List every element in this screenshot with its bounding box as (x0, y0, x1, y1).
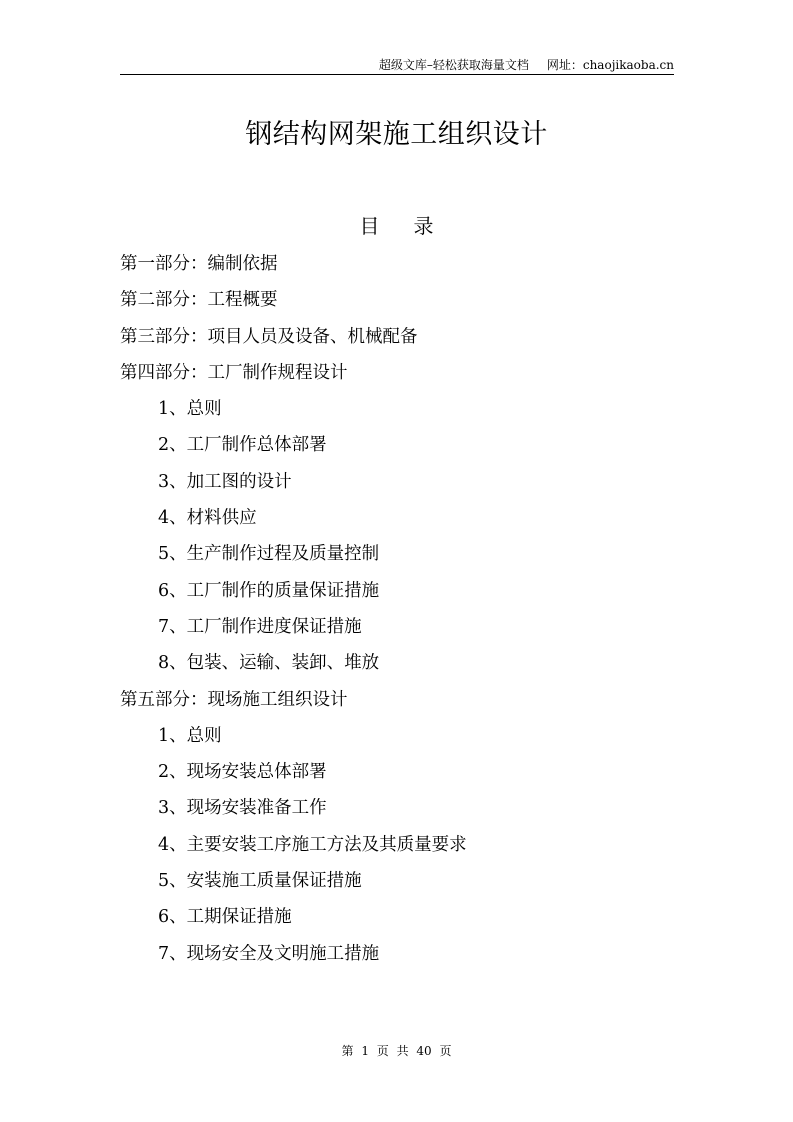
page-footer: 第 1 页 共 40 页 (341, 1044, 452, 1058)
header-url-label: 网址： (546, 58, 583, 72)
header-site-name: 超级文库–轻松获取海量文档 (378, 58, 529, 72)
page-header (120, 52, 674, 75)
toc-section: 第四部分：工厂制作规程设计 (120, 362, 348, 383)
toc-subsection: 3、加工图的设计 (158, 471, 292, 492)
toc-subsection: 1、总则 (158, 399, 222, 420)
toc-subsection: 5、生产制作过程及质量控制 (158, 544, 380, 565)
toc-heading-char-2: 录 (413, 214, 434, 238)
toc-section: 第二部分：工程概要 (120, 290, 278, 311)
toc-heading (0, 210, 793, 239)
toc-subsection: 5、安装施工质量保证措施 (158, 871, 362, 892)
toc-subsection: 4、材料供应 (158, 508, 257, 529)
table-of-contents (120, 249, 680, 975)
header-url: chaojikaoba.cn (582, 58, 674, 72)
toc-subsection: 2、工厂制作总体部署 (158, 435, 327, 456)
toc-section: 第一部分：编制依据 (120, 254, 278, 274)
toc-subsection: 6、工期保证措施 (158, 907, 292, 928)
toc-subsection: 1、总则 (158, 725, 222, 746)
toc-subsection: 7、工厂制作进度保证措施 (158, 616, 362, 637)
toc-section: 第三部分：项目人员及设备、机械配备 (120, 326, 418, 347)
toc-subsection: 2、现场安装总体部署 (158, 762, 327, 783)
header-text (379, 56, 674, 73)
document-title: 钢结构网架施工组织设计 (245, 119, 548, 150)
toc-subsection: 7、现场安全及文明施工措施 (158, 943, 380, 964)
toc-subsection: 6、工厂制作的质量保证措施 (158, 580, 380, 601)
toc-subsection: 3、现场安装准备工作 (158, 798, 327, 819)
toc-subsection: 8、包装、运输、装卸、堆放 (158, 653, 380, 674)
toc-heading-char-1: 目 (359, 214, 380, 238)
toc-subsection: 4、主要安装工序施工方法及其质量要求 (158, 834, 467, 855)
toc-section: 第五部分：现场施工组织设计 (120, 689, 348, 710)
